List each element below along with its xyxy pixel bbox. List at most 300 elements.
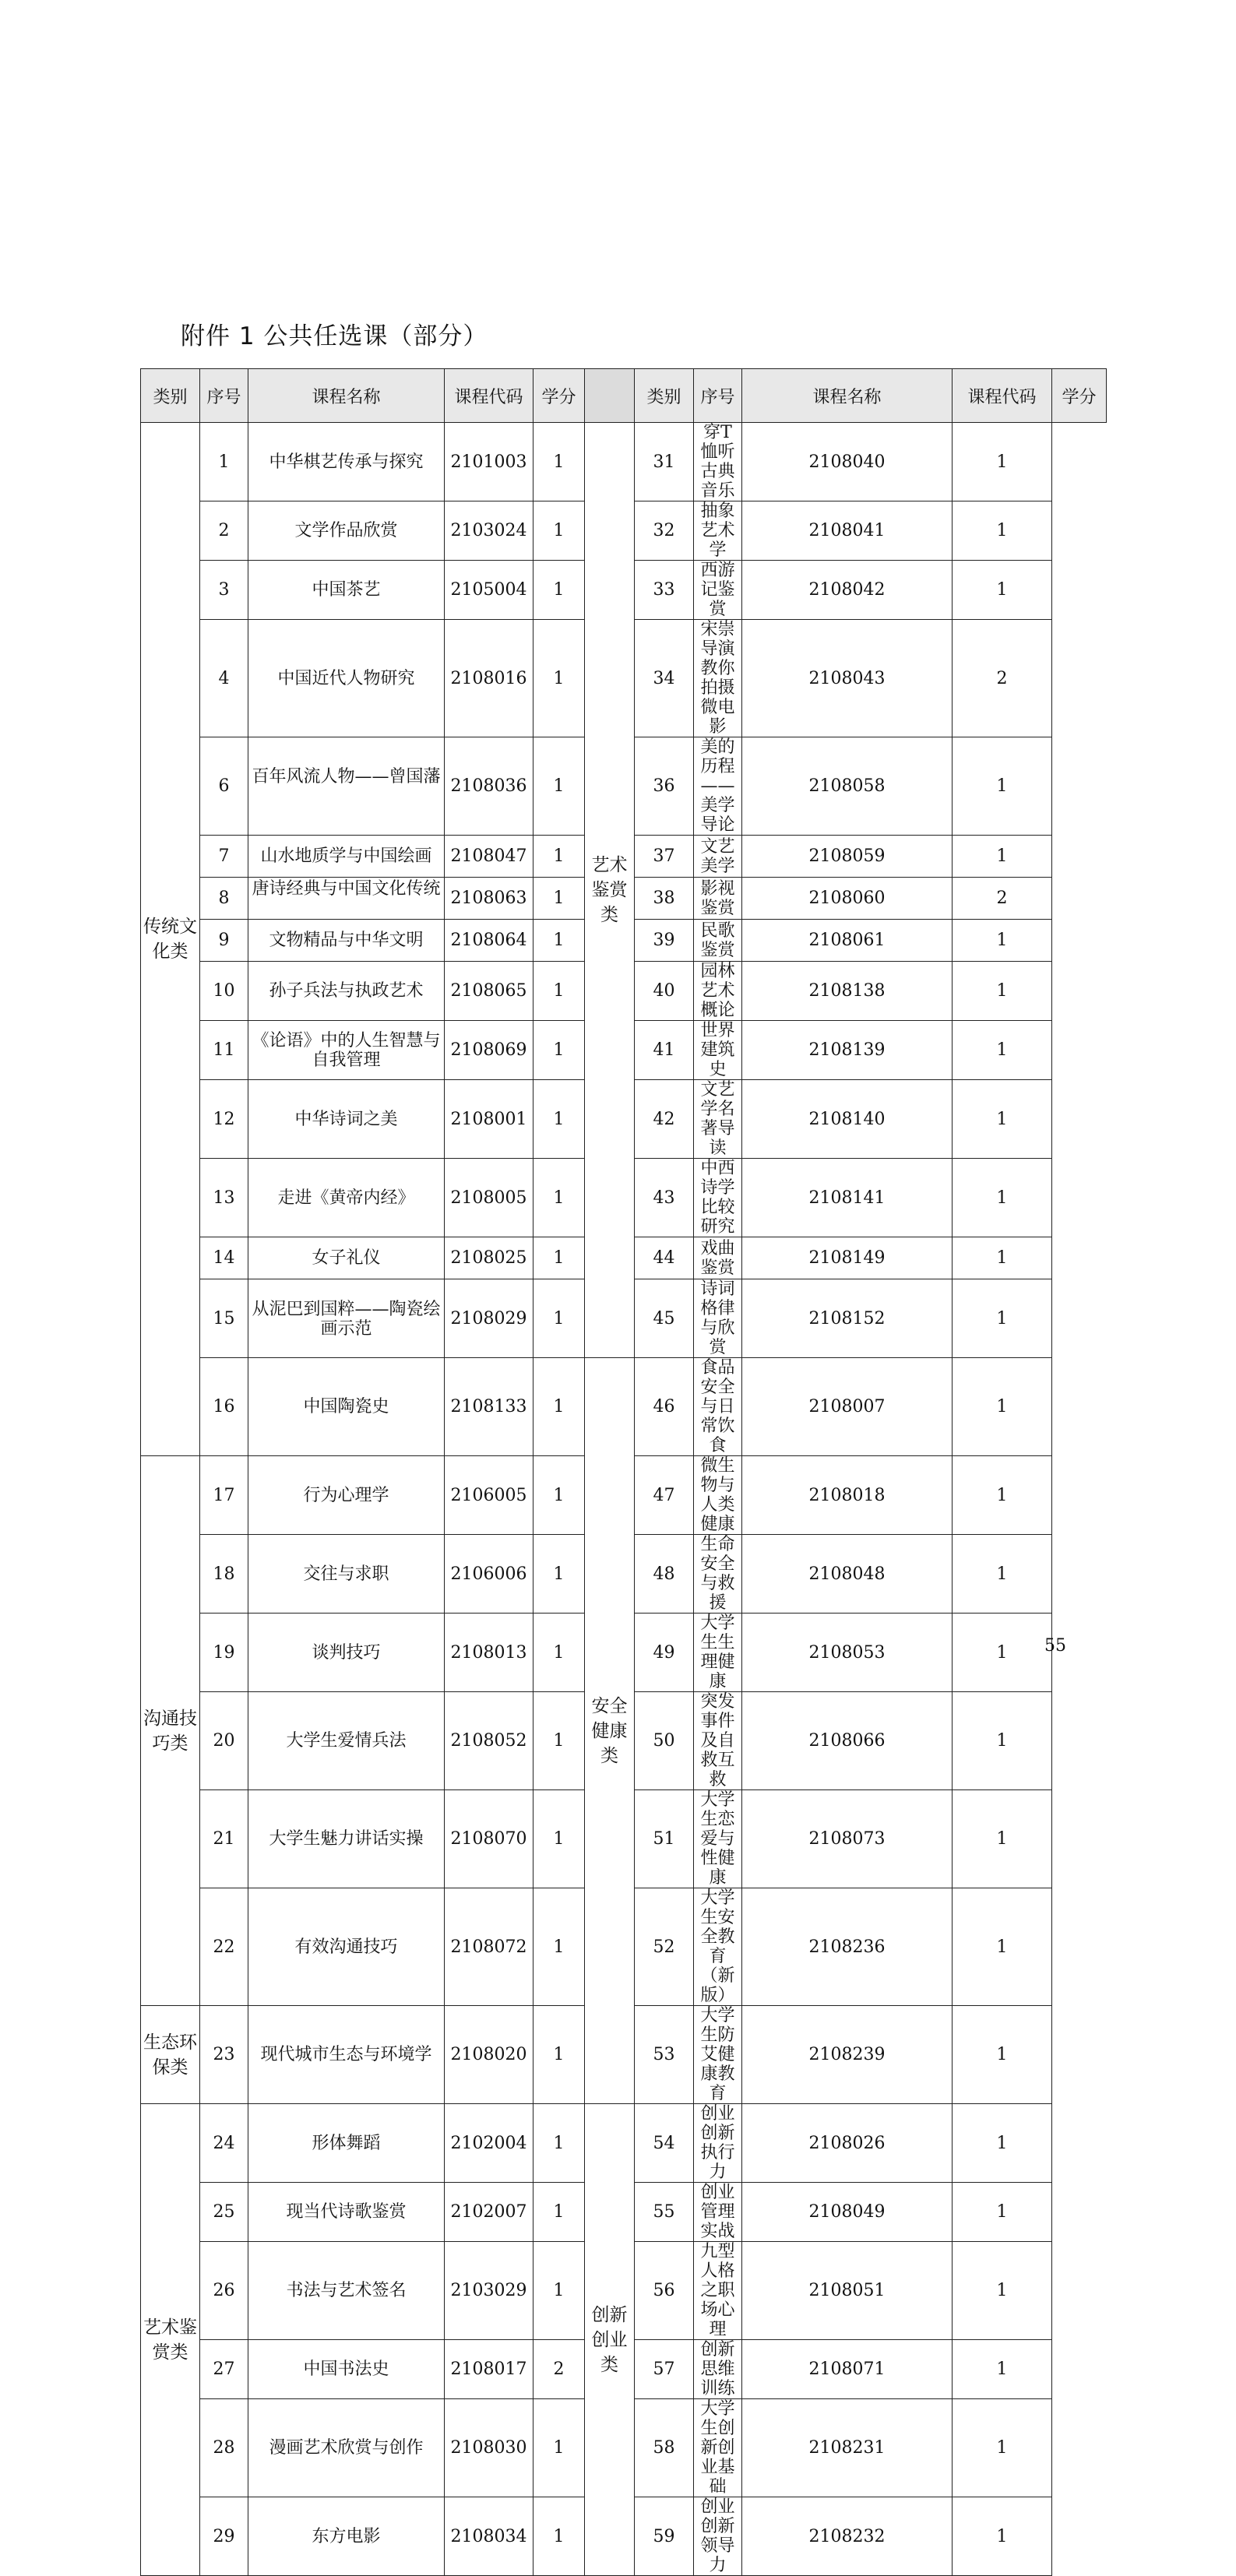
credit-cell: 1 <box>953 1535 1052 1614</box>
course-name-cell-text: 《论语》中的人生智慧与自我管理 <box>252 1031 441 1070</box>
credit-cell: 1 <box>533 836 585 878</box>
course-name-cell <box>248 2183 445 2242</box>
table-row <box>141 423 1107 501</box>
course-name-cell-text: 大学生恋爱与性健康 <box>700 1790 735 1888</box>
credit-cell: 1 <box>533 1692 585 1790</box>
credit-cell: 1 <box>953 1692 1052 1790</box>
seq-cell: 7 <box>200 836 248 878</box>
course-name-cell <box>248 561 445 620</box>
credit-cell: 1 <box>953 1080 1052 1159</box>
course-name-cell-text: 生命安全与救援 <box>700 1535 735 1613</box>
credit-cell: 1 <box>953 2497 1052 2576</box>
course-code-cell: 2108051 <box>742 2242 953 2340</box>
course-name-cell-text: 中国陶瓷史 <box>303 1397 389 1416</box>
course-code-cell: 2108070 <box>445 1790 533 1888</box>
course-name-cell-text: 宋崇导演教你拍摄微电影 <box>700 620 735 737</box>
course-name-cell-text: 突发事件及自救互救 <box>700 1692 735 1789</box>
course-name-cell-text: 现当代诗歌鉴赏 <box>286 2202 407 2222</box>
course-name-cell <box>248 2006 445 2104</box>
course-name-cell <box>694 423 742 501</box>
course-name-cell-text: 大学生安全教育（新版） <box>700 1888 735 2005</box>
credit-cell: 1 <box>533 2104 585 2183</box>
seq-cell: 49 <box>635 1614 694 1692</box>
course-code-cell: 2102007 <box>445 2183 533 2242</box>
course-name-cell-text: 西游记鉴赏 <box>700 561 735 619</box>
credit-cell: 1 <box>533 501 585 561</box>
category-cell: 沟通技巧类 <box>141 1456 200 2006</box>
course-code-cell: 2108236 <box>742 1888 953 2006</box>
credit-cell: 1 <box>953 1021 1052 1080</box>
seq-cell: 19 <box>200 1614 248 1692</box>
seq-cell: 57 <box>635 2340 694 2399</box>
course-name-cell-text: 园林艺术概论 <box>700 962 735 1020</box>
course-name-cell-text: 东方电影 <box>312 2526 381 2546</box>
seq-cell: 59 <box>635 2497 694 2576</box>
course-name-cell <box>694 737 742 836</box>
course-code-cell: 2108020 <box>445 2006 533 2104</box>
credit-cell: 1 <box>953 1614 1052 1692</box>
course-name-cell <box>248 423 445 501</box>
course-name-cell-text: 女子礼仪 <box>312 1248 381 1268</box>
credit-cell: 1 <box>533 1279 585 1358</box>
credit-cell: 1 <box>953 2006 1052 2104</box>
course-name-cell <box>248 2399 445 2497</box>
course-code-cell: 2102004 <box>445 2104 533 2183</box>
course-name-cell <box>248 2340 445 2399</box>
course-name-cell-text: 文艺学名著导读 <box>700 1080 735 1158</box>
seq-cell: 40 <box>635 962 694 1021</box>
header-category: 类别 <box>635 369 694 423</box>
course-name-cell-text: 文艺美学 <box>700 836 735 876</box>
course-name-cell <box>248 962 445 1021</box>
course-code-cell: 2108041 <box>742 501 953 561</box>
course-code-cell: 2108043 <box>742 620 953 737</box>
course-code-cell: 2108025 <box>445 1237 533 1279</box>
seq-cell: 21 <box>200 1790 248 1888</box>
course-name-cell-text: 戏曲鉴赏 <box>700 1238 735 1278</box>
course-code-cell: 2108034 <box>445 2497 533 2576</box>
credit-cell: 1 <box>533 1790 585 1888</box>
course-name-cell <box>694 1159 742 1237</box>
course-name-cell <box>694 1790 742 1888</box>
course-code-cell: 2108072 <box>445 1888 533 2006</box>
seq-cell: 37 <box>635 836 694 878</box>
course-name-cell <box>248 920 445 962</box>
course-code-cell: 2108140 <box>742 1080 953 1159</box>
credit-cell: 2 <box>953 620 1052 737</box>
table-row <box>141 2104 1107 2183</box>
seq-cell: 43 <box>635 1159 694 1237</box>
credit-cell: 1 <box>533 2399 585 2497</box>
course-name-cell-text: 美的历程——美学导论 <box>700 737 735 835</box>
course-name-cell-text: 抽象艺术学 <box>700 501 735 560</box>
seq-cell: 18 <box>200 1535 248 1614</box>
seq-cell: 25 <box>200 2183 248 2242</box>
course-name-cell-text: 从泥巴到国粹——陶瓷绘画示范 <box>252 1299 441 1339</box>
course-name-cell <box>694 2242 742 2340</box>
course-name-cell-text: 文物精品与中华文明 <box>269 931 424 950</box>
course-code-cell: 2108149 <box>742 1237 953 1279</box>
course-name-cell <box>248 501 445 561</box>
course-code-cell: 2108030 <box>445 2399 533 2497</box>
course-name-cell <box>248 1159 445 1237</box>
page-number: 55 <box>1044 1636 1066 1656</box>
course-name-cell <box>248 1456 445 1535</box>
seq-cell: 13 <box>200 1159 248 1237</box>
seq-cell: 47 <box>635 1456 694 1535</box>
credit-cell: 1 <box>953 737 1052 836</box>
seq-cell: 3 <box>200 561 248 620</box>
course-name-cell <box>694 878 742 920</box>
course-code-cell: 2108138 <box>742 962 953 1021</box>
course-name-cell <box>694 2340 742 2399</box>
course-name-cell-text: 世界建筑史 <box>700 1021 735 1079</box>
course-code-cell: 2108065 <box>445 962 533 1021</box>
course-name-cell <box>694 1358 742 1456</box>
course-name-cell-text: 谈判技巧 <box>312 1642 381 1663</box>
course-code-cell: 2108069 <box>445 1021 533 1080</box>
course-name-cell-text: 中西诗学比较研究 <box>700 1159 735 1237</box>
course-name-cell-text: 山水地质学与中国绘画 <box>260 846 432 866</box>
seq-cell: 10 <box>200 962 248 1021</box>
seq-cell: 20 <box>200 1692 248 1790</box>
credit-cell: 1 <box>953 423 1052 501</box>
course-name-cell-text: 诗词格律与欣赏 <box>700 1279 735 1357</box>
header-category: 类别 <box>141 369 200 423</box>
header-seq: 序号 <box>694 369 742 423</box>
course-name-cell-text: 创业创新执行力 <box>700 2104 735 2182</box>
credit-cell: 1 <box>533 1888 585 2006</box>
course-name-cell <box>694 836 742 878</box>
course-name-cell-text: 唐诗经典与中国文化传统 <box>252 879 441 899</box>
seq-cell: 51 <box>635 1790 694 1888</box>
course-code-cell: 2108053 <box>742 1614 953 1692</box>
seq-cell: 14 <box>200 1237 248 1279</box>
course-code-cell: 2108231 <box>742 2399 953 2497</box>
table-row <box>141 1358 1107 1456</box>
course-code-cell: 2103029 <box>445 2242 533 2340</box>
course-name-cell <box>248 836 445 878</box>
course-code-cell: 2108013 <box>445 1614 533 1692</box>
credit-cell: 1 <box>533 2242 585 2340</box>
seq-cell: 16 <box>200 1358 248 1456</box>
course-code-cell: 2108232 <box>742 2497 953 2576</box>
course-code-cell: 2105004 <box>445 561 533 620</box>
credit-cell: 1 <box>953 1237 1052 1279</box>
credit-cell: 1 <box>533 620 585 737</box>
seq-cell: 29 <box>200 2497 248 2576</box>
course-name-cell <box>248 2242 445 2340</box>
course-code-cell: 2108036 <box>445 737 533 836</box>
table-body <box>141 423 1107 2576</box>
course-name-cell <box>694 2497 742 2576</box>
course-name-cell <box>248 1888 445 2006</box>
course-name-cell <box>248 1237 445 1279</box>
header-code: 课程代码 <box>953 369 1052 423</box>
credit-cell: 1 <box>533 1535 585 1614</box>
seq-cell: 44 <box>635 1237 694 1279</box>
course-name-cell <box>694 620 742 737</box>
header-credit: 学分 <box>1052 369 1107 423</box>
seq-cell: 36 <box>635 737 694 836</box>
course-name-cell-text: 大学生魅力讲话实操 <box>269 1829 424 1849</box>
course-name-cell-text: 大学生创新创业基础 <box>700 2399 735 2497</box>
header-name: 课程名称 <box>248 369 445 423</box>
course-name-cell <box>694 2006 742 2104</box>
credit-cell: 1 <box>533 2183 585 2242</box>
credit-cell: 1 <box>533 878 585 920</box>
header-name: 课程名称 <box>742 369 953 423</box>
course-name-cell-text: 中华棋艺传承与探究 <box>269 452 424 472</box>
credit-cell: 1 <box>953 962 1052 1021</box>
course-name-cell <box>248 2497 445 2576</box>
course-code-cell: 2108141 <box>742 1159 953 1237</box>
table-gap-column <box>585 369 635 423</box>
credit-cell: 2 <box>533 2340 585 2399</box>
credit-cell: 1 <box>533 1159 585 1237</box>
course-code-cell: 2108049 <box>742 2183 953 2242</box>
course-code-cell: 2106005 <box>445 1456 533 1535</box>
course-name-cell <box>694 920 742 962</box>
course-table <box>140 368 1107 2576</box>
course-name-cell <box>694 501 742 561</box>
course-code-cell: 2108048 <box>742 1535 953 1614</box>
course-name-cell-text: 九型人格之职场心理 <box>700 2242 735 2339</box>
seq-cell: 12 <box>200 1080 248 1159</box>
credit-cell: 1 <box>953 836 1052 878</box>
course-name-cell <box>248 620 445 737</box>
course-name-cell-text: 微生物与人类健康 <box>700 1456 735 1534</box>
course-name-cell-text: 中国书法史 <box>303 2360 389 2379</box>
seq-cell: 58 <box>635 2399 694 2497</box>
seq-cell: 28 <box>200 2399 248 2497</box>
course-name-cell <box>248 1535 445 1614</box>
seq-cell: 34 <box>635 620 694 737</box>
credit-cell: 1 <box>953 2242 1052 2340</box>
seq-cell: 24 <box>200 2104 248 2183</box>
credit-cell: 1 <box>953 501 1052 561</box>
course-name-cell-text: 大学生防艾健康教育 <box>700 2006 735 2103</box>
credit-cell: 1 <box>953 1790 1052 1888</box>
seq-cell: 2 <box>200 501 248 561</box>
header-seq: 序号 <box>200 369 248 423</box>
course-code-cell: 2108042 <box>742 561 953 620</box>
course-name-cell <box>694 1456 742 1535</box>
seq-cell: 31 <box>635 423 694 501</box>
course-code-cell: 2108071 <box>742 2340 953 2399</box>
course-code-cell: 2108073 <box>742 1790 953 1888</box>
header-code: 课程代码 <box>445 369 533 423</box>
seq-cell: 42 <box>635 1080 694 1159</box>
course-name-cell-text: 文学作品欣赏 <box>294 521 398 540</box>
seq-cell: 56 <box>635 2242 694 2340</box>
credit-cell: 1 <box>533 920 585 962</box>
seq-cell: 32 <box>635 501 694 561</box>
course-name-cell <box>694 1021 742 1080</box>
course-name-cell <box>248 2104 445 2183</box>
seq-cell: 4 <box>200 620 248 737</box>
credit-cell: 1 <box>533 2006 585 2104</box>
credit-cell: 1 <box>953 920 1052 962</box>
seq-cell: 33 <box>635 561 694 620</box>
course-name-cell-text: 现代城市生态与环境学 <box>260 2045 432 2064</box>
seq-cell: 8 <box>200 878 248 920</box>
credit-cell: 1 <box>953 2399 1052 2497</box>
seq-cell: 6 <box>200 737 248 836</box>
course-name-cell <box>248 1614 445 1692</box>
seq-cell: 22 <box>200 1888 248 2006</box>
course-code-cell: 2108017 <box>445 2340 533 2399</box>
seq-cell: 53 <box>635 2006 694 2104</box>
credit-cell: 1 <box>953 1456 1052 1535</box>
course-code-cell: 2106006 <box>445 1535 533 1614</box>
credit-cell: 1 <box>953 1159 1052 1237</box>
course-name-cell <box>248 1692 445 1790</box>
course-code-cell: 2108064 <box>445 920 533 962</box>
seq-cell: 23 <box>200 2006 248 2104</box>
credit-cell: 2 <box>953 878 1052 920</box>
course-name-cell <box>694 561 742 620</box>
seq-cell: 1 <box>200 423 248 501</box>
seq-cell: 27 <box>200 2340 248 2399</box>
course-name-cell-text: 大学生爱情兵法 <box>286 1731 407 1751</box>
credit-cell: 1 <box>953 1888 1052 2006</box>
seq-cell: 48 <box>635 1535 694 1614</box>
credit-cell: 1 <box>953 1358 1052 1456</box>
course-code-cell: 2101003 <box>445 423 533 501</box>
seq-cell: 26 <box>200 2242 248 2340</box>
course-name-cell-text: 民歌鉴赏 <box>700 920 735 960</box>
course-code-cell: 2108052 <box>445 1692 533 1790</box>
credit-cell: 1 <box>953 2183 1052 2242</box>
course-name-cell-text: 孙子兵法与执政艺术 <box>269 981 424 1001</box>
course-code-cell: 2108066 <box>742 1692 953 1790</box>
seq-cell: 11 <box>200 1021 248 1080</box>
course-code-cell: 2108058 <box>742 737 953 836</box>
course-name-cell <box>694 1237 742 1279</box>
course-code-cell: 2108018 <box>742 1456 953 1535</box>
course-name-cell <box>694 1614 742 1692</box>
credit-cell: 1 <box>533 1080 585 1159</box>
course-name-cell-text: 交往与求职 <box>303 1564 389 1584</box>
course-name-cell <box>694 2183 742 2242</box>
credit-cell: 1 <box>533 1021 585 1080</box>
seq-cell: 9 <box>200 920 248 962</box>
seq-cell: 55 <box>635 2183 694 2242</box>
course-code-cell: 2108007 <box>742 1358 953 1456</box>
seq-cell: 15 <box>200 1279 248 1358</box>
course-name-cell-text: 走进《黄帝内经》 <box>277 1188 415 1208</box>
category-cell: 艺术鉴赏类 <box>141 2104 200 2576</box>
document-title: 附件 1 公共任选课（部分） <box>181 322 488 350</box>
course-name-cell-text: 有效沟通技巧 <box>294 1937 398 1957</box>
course-code-cell: 2108152 <box>742 1279 953 1358</box>
course-name-cell-text: 创业创新领导力 <box>700 2497 735 2575</box>
credit-cell: 1 <box>533 1237 585 1279</box>
course-code-cell: 2108026 <box>742 2104 953 2183</box>
category-cell: 安全健康类 <box>585 1358 635 2104</box>
course-code-cell: 2108001 <box>445 1080 533 1159</box>
seq-cell: 54 <box>635 2104 694 2183</box>
credit-cell: 1 <box>533 423 585 501</box>
course-code-cell: 2108133 <box>445 1358 533 1456</box>
seq-cell: 41 <box>635 1021 694 1080</box>
seq-cell: 17 <box>200 1456 248 1535</box>
course-name-cell-text: 行为心理学 <box>303 1485 389 1505</box>
header-credit: 学分 <box>533 369 585 423</box>
course-name-cell <box>694 1535 742 1614</box>
course-name-cell-text: 穿T恤听古典音乐 <box>700 423 735 501</box>
course-name-cell <box>248 1021 445 1080</box>
credit-cell: 1 <box>533 1358 585 1456</box>
course-code-cell: 2108047 <box>445 836 533 878</box>
credit-cell: 1 <box>953 1279 1052 1358</box>
course-name-cell-text: 形体舞蹈 <box>312 2133 381 2153</box>
course-code-cell: 2108040 <box>742 423 953 501</box>
course-name-cell-text: 漫画艺术欣赏与创作 <box>269 2438 424 2458</box>
course-name-cell-text: 书法与艺术签名 <box>286 2281 407 2300</box>
course-name-cell-text: 创新思维训练 <box>700 2340 735 2398</box>
course-name-cell <box>694 1888 742 2006</box>
course-name-cell <box>248 1080 445 1159</box>
course-code-cell: 2108063 <box>445 878 533 920</box>
credit-cell: 1 <box>953 561 1052 620</box>
course-name-cell <box>694 1080 742 1159</box>
category-cell: 创新创业类 <box>585 2104 635 2576</box>
seq-cell: 50 <box>635 1692 694 1790</box>
course-code-cell: 2108061 <box>742 920 953 962</box>
seq-cell: 39 <box>635 920 694 962</box>
course-code-cell: 2108005 <box>445 1159 533 1237</box>
course-name-cell <box>694 962 742 1021</box>
credit-cell: 1 <box>953 2104 1052 2183</box>
course-name-cell-text: 中国近代人物研究 <box>277 668 415 688</box>
category-cell: 传统文化类 <box>141 423 200 1456</box>
course-name-cell-text: 中国茶艺 <box>312 580 381 600</box>
course-name-cell <box>694 2399 742 2497</box>
course-code-cell: 2108029 <box>445 1279 533 1358</box>
credit-cell: 1 <box>533 737 585 836</box>
course-name-cell <box>248 1358 445 1456</box>
credit-cell: 1 <box>953 2340 1052 2399</box>
course-code-cell: 2108139 <box>742 1021 953 1080</box>
course-code-cell: 2108060 <box>742 878 953 920</box>
seq-cell: 52 <box>635 1888 694 2006</box>
credit-cell: 1 <box>533 2497 585 2576</box>
table-header-row <box>141 369 1107 423</box>
course-name-cell-text: 创业管理实战 <box>700 2183 735 2241</box>
course-name-cell-text: 中华诗词之美 <box>294 1109 398 1129</box>
course-name-cell-text: 百年风流人物——曾国藩 <box>252 767 441 787</box>
course-name-cell <box>694 1279 742 1358</box>
course-name-cell <box>694 2104 742 2183</box>
course-name-cell <box>248 737 445 836</box>
course-name-cell <box>248 1279 445 1358</box>
seq-cell: 46 <box>635 1358 694 1456</box>
course-name-cell <box>248 878 445 920</box>
course-name-cell-text: 大学生生理健康 <box>700 1614 735 1691</box>
course-name-cell-text: 食品安全与日常饮食 <box>700 1358 735 1455</box>
category-cell: 艺术鉴赏类 <box>585 423 635 1358</box>
course-code-cell: 2108059 <box>742 836 953 878</box>
seq-cell: 45 <box>635 1279 694 1358</box>
category-cell: 生态环保类 <box>141 2006 200 2104</box>
course-code-cell: 2108239 <box>742 2006 953 2104</box>
credit-cell: 1 <box>533 561 585 620</box>
course-name-cell <box>694 1692 742 1790</box>
credit-cell: 1 <box>533 962 585 1021</box>
seq-cell: 38 <box>635 878 694 920</box>
